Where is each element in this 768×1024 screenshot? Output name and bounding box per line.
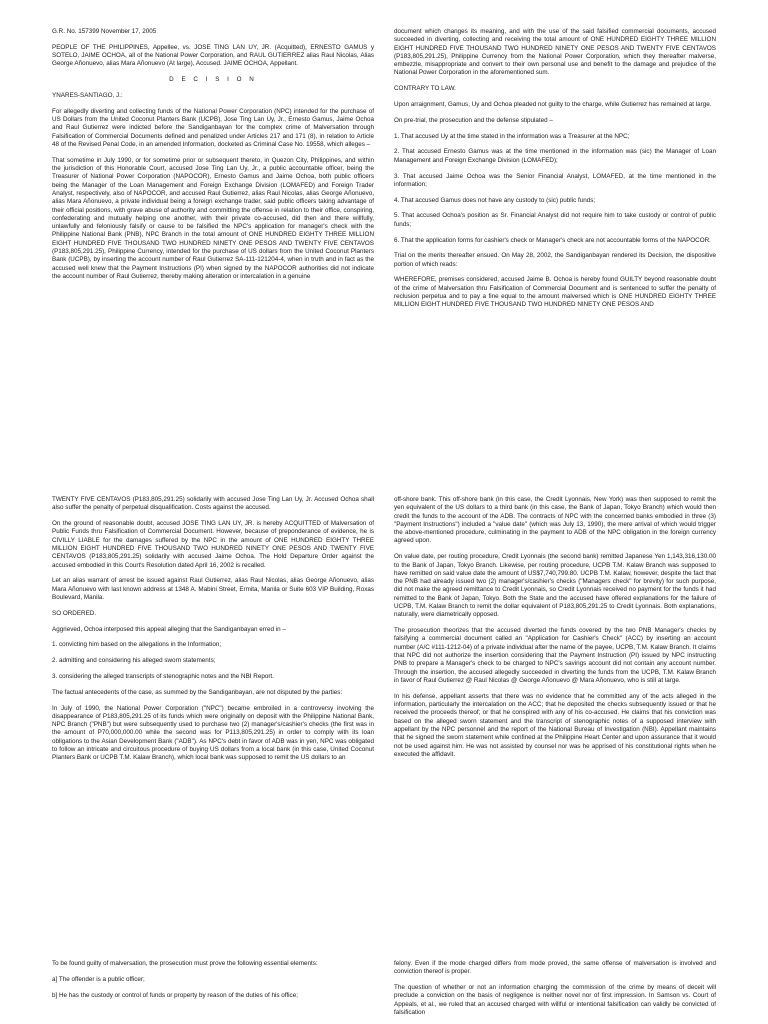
case-parties: PEOPLE OF THE PHILIPPINES, Appellee, vs. JOSE TING LAN UY, JR. (Acquitted), ERNESTO GAMUS y SOTELO, JAIME OCHOA, all of the National Power Corporation, and RAUL GUTIERREZ alias Raul Nicolas, Alias George Añonuevo, alias Mara Añonuevo (At large), Accused. JAIME OCHOA, Appellant.: [52, 43, 374, 68]
paragraph: On the ground of reasonable doubt, accused JOSE TING LAN UY, JR. is hereby ACQUITTED of Malversation of Public Funds thru Falsification of Commercial Document. However, because of preponderance of evidence, he is CIVILLY LIABLE for the damages suffered by the NPC in the amount of ONE HUNDRED EIGHTY THREE MILLION EIGHT HUNDRED FIVE THOUSAND TWO HUNDRED NINETY ONE PESOS AND TWENTY FIVE CENTAVOS (P183,805,291.25) solidarily with accused Jaime Ochoa. The Hold Departure Order against the accused embodied in this Court's Resolution dated April 16, 2002 is recalled.: [52, 520, 374, 569]
paragraph: Upon arraignment, Gamus, Uy and Ochoa pleaded not guilty to the charge, while Gutierrez has remained at large.: [394, 101, 712, 109]
paragraph: To be found guilty of malversation, the prosecution must prove the following essential elements:: [52, 960, 318, 967]
column-left: [52, 960, 374, 1024]
list-item: 1. That accused Uy at the time stated in the information was a Treasurer at the NPC;: [394, 132, 630, 140]
paragraph: document which changes its meaning, and with the use of the said falsified commercial documents, accused succeeded in diverting, collecting and receiving the total amount of ONE HUNDRED EIGHTY THREE MILLION EIGHT HUNDRED FIVE THOUSAND TWO HUNDRED NINETY ONE PESOS AND TWENTY FIVE CENTAVOS (P183,805,291.25), Philippine Currency from the National Power Corporation, which they thereafter malverse, embezzle, misappropriate and convert to their own personal use and benefit to the damage and prejudice of the National Power Corporation in the aforementioned sum.: [394, 28, 716, 77]
list-item: 3. considering the alleged transcripts of stenographic notes and the NBI Report.: [52, 672, 274, 680]
list-item: 6. That the application forms for cashier's check or Manager's check are not accountable forms of the NAPOCOR.: [394, 236, 711, 244]
list-item: 2. That accused Ernesto Gamus was at the time mentioned in the information was (sic) the Manager of Loan Management and Foreign Exchange Division (LOMAFED);: [394, 148, 716, 164]
list-item: 1. convicting him based on the allegations in the Information;: [52, 641, 222, 649]
paragraph: Let an alias warrant of arrest be issued against Raul Gutierrez, alias Raul Nicolas, alias George Añonuevo, alias Mara Añonuevo with last known address at 1348 A. Mabini Street, Ermita, Manila or Suite 603 VIP Building, Roxas Boulevard, Manila.: [52, 577, 374, 601]
paragraph: For allegedly diverting and collecting funds of the National Power Corporation (NPC) intended for the purchase of US Dollars from the United Coconut Planters Bank (UCPB), Jose Ting Lan Uy, Jr., Ernesto Gamus, Jaime Ochoa and Raul Gutierrez were indicted before the Sandiganbayan for the complex crime of Malversation through Falsification of Commercial Documents defined and penalized under Articles 217 and 171 (8), in relation to Article 48 of the Revised Penal Code, in an amended Information, docketed as Criminal Case No. 19558, which alleges –: [52, 107, 374, 148]
paragraph: Aggrieved, Ochoa interposed this appeal alleging that the Sandiganbayan erred in –: [52, 625, 286, 633]
paragraph: SO ORDERED.: [52, 609, 97, 617]
column-right: [394, 960, 716, 1024]
column-right: [394, 28, 716, 400]
paragraph: On value date, per routing procedure, Credit Lyonnais (the second bank) remitted Japanese Yen 1,143,316,130.00 to the Bank of Japan, Tokyo Branch. Likewise, per routing procedure, UCPB T.M. Kalaw Branch was supposed to have remitted on said value date the amount of US$7,740,799.80. UCPB T.M. Kalaw, however, despite the fact that the PNB had already issued two (2) manager's/cashier's checks ("Managers check" for brevity) for such purpose, did not make the agreed remittance to Credit Lyonnais, so Credit Lyonnais received no payment for the funds it had remitted to the Bank of Japan, Tokyo. Both the State and the accused have offered explanations for the failure of UCPB, T.M. Kalaw Branch to remit the dollar equivalent of P183,805,291.25 to Credit Lyonnais. Both explanations, naturally, were diametrically opposed.: [394, 553, 716, 619]
page-section-1: [52, 28, 716, 400]
decision-heading: D E C I S I O N: [169, 76, 257, 84]
paragraph: TWENTY FIVE CENTAVOS (P183,805,291.25) solidarily with accused Jose Ting Lan Uy, Jr. Accused Ochoa shall also suffer the penalty of perpetual disqualification. Costs against the accused.: [52, 496, 374, 512]
paragraph: In his defense, appellant asserts that there was no evidence that he committed any of the acts alleged in the information, particularly the intercalation on the ACC; that he deposited the checks subsequently issued or that he received the proceeds thereof; or that he conspired with any of his co-accused. He claims that his conviction was based on the alleged sworn statement and the transcript of stenographic notes of a supposed interview with appellant by the NPC personnel and the report of the National Bureau of Investigation (NBI). Appellant maintains that he signed the sworn statement while confined at the Philippine Heart Center and upon assurance that it would not be used against him. He was not assisted by counsel nor was he apprised of his constitutional rights when he executed the affidavit.: [394, 692, 716, 758]
paragraph: off-shore bank. This off-shore bank (in this case, the Credit Lyonnais, New York) was then supposed to remit the yen equivalent of the US dollars to a third bank (in this case, the Bank of Japan, Tokyo Branch) which would then credit the funds to the account of the ADB. The contracts of NPC with the concerned banks embodied in three (3) "Payment Instructions") included a "value date" (which was July 13, 1990), the mere arrival of which would trigger the above-mentioned procedure, culminating in the payment to ADB of the NPC obligation in the foreign currency agreed upon.: [394, 496, 716, 545]
list-item: 4. That accused Gamus does not have any custody to (sic) public funds;: [394, 196, 596, 204]
list-item: a] The offender is a public officer;: [52, 975, 145, 983]
paragraph: The question of whether or not an information charging the commission of the crime by means of deceit will preclude a conviction on the basis of negligence is neither novel nor of first impression. In Samson vs. Court of Appeals, et al., we ruled that an accused charged with willful or intentional falsification can validly be convicted of falsification: [394, 984, 716, 1016]
list-item: 5. That accused Ochoa's position as Sr. Financial Analyst did not require him to take custody or control of public funds;: [394, 212, 716, 228]
column-left: [52, 496, 374, 856]
paragraph: Trial on the merits thereafter ensued. On May 28, 2002, the Sandiganbayan rendered its Decision, the dispositive portion of which reads:: [394, 252, 716, 268]
case-number: G.R. No. 157399 November 17, 2005: [52, 28, 157, 35]
paragraph: WHEREFORE, premises considered, accused Jaime B. Ochoa is hereby found GUILTY beyond reasonable doubt of the crime of Malversation thru Falsification of Commercial Document and is sentenced to suffer the penalty of reclusion perpetua and to pay a fine equal to the amount malversed which is ONE HUNDRED EIGHTY THREE MILLION EIGHT HUNDRED FIVE THOUSAND TWO HUNDRED NINETY ONE PESOS AND: [394, 276, 716, 309]
list-item: b] He has the custody or control of funds or property by reason of the duties of his office;: [52, 991, 298, 999]
paragraph: In July of 1990, the National Power Corporation ("NPC") became embroiled in a controversy involving the disappearance of P183,805,291.25 of its funds which were originally on deposit with the Philippine National Bank, NPC Branch ("PNB") but were subsequently used to purchase two (2) manager's/cashier's checks (the first was in the amount of P70,000,000.00 while the second was for P113,805,291.25) in order to comply with its loan obligations to the Asian Development Bank ("ADB"). As NPC's debt in favor of ADB was in yen, NPC was obligated to follow an intricate and circuitous procedure of buying US dollars from a local bank (in this case, United Coconut Planters Bank or UCPB T.M. Kalaw Branch), which local bank was supposed to remit the US dollars to an: [52, 704, 374, 762]
paragraph: CONTRARY TO LAW.: [394, 85, 456, 93]
paragraph: The prosecution theorizes that the accused diverted the funds covered by the two PNB Manager's checks by falsifying a commercial document called an "Application for Cashier's Check" (ACC) by inserting an account number (A/C #111-1212-04) of a private individual after the name of the payee, UCPB, T.M. Kalaw Branch. It claims that NPC did not authorize the insertion considering that the Payment Instruction (PI) issued by NPC instructing PNB to prepare a Manager's check to be charged to NPC's savings account did not contain any account number. Through the insertion, the accused allegedly succeeded in diverting the funds from the UCPB, T.M. Kalaw Branch in favor of Raul Gutierrez @ Raul Nicolas @ George Añonuevo @ Mara Añonuevo, who is still at large.: [394, 627, 716, 684]
column-left: [52, 28, 374, 400]
list-item: 2. admitting and considering his alleged sworn statements;: [52, 657, 216, 665]
paragraph: The factual antecedents of the case, as summed by the Sandiganbayan, are not disputed by the parties:: [52, 688, 343, 696]
ponente: YNARES-SANTIAGO, J.:: [52, 91, 123, 99]
paragraph: On pre-trial, the prosecution and the defense stipulated –: [394, 116, 553, 124]
page-section-2: [52, 496, 716, 856]
paragraph: That sometime in July 1990, or for sometime prior or subsequent thereto, in Quezon City, Philippines, and within the jurisdiction of this Honorable Court, accused Jose Ting Lan Uy, Jr., a public accountable officer, being the Treasurer of National Power Corporation (NAPOCOR), Ernesto Gamus and Jaime Ochoa, both public officers being the Manager of the Loan Management and Foreign Exchange Division (LOMAFED) and Foreign Trader Analyst, respectively, also of NAPOCOR, and accused Raul Gutierrez, alias Raul Nicolas, alias George Añonuevo, alias Mara Añonuevo, a private individual being a foreign exchange trader, said public officers taking advantage of their official positions, with grave abuse of authority and committing the offense in relation to their office, conspiring, confederating and mutually helping one another, with their private co-accused, did then and there willfully, unlawfully and feloniously falsify or cause to be falsified the NPC's application for manager's check with the Philippine National Bank (PNB), NPC Branch in the total amount of ONE HUNDRED EIGHTY THREE MILLION EIGHT HUNDRED FIVE THOUSAND TWO HUNDRED NINETY ONE PESOS AND TWENTY FIVE CENTAVOS (P183,805,291.25), Philippine Currency, intended for the purchase of US dollars from the United Coconut Planters Bank (UCPB), by inserting the account number of Raul Gutierrez SA-111-121204-4, when in truth and in fact as the accused well knew that the Payment Instructions (PI) when signed by the NAPOCOR authorities did not indicate the account number of Raul Gutierrez, thereby making alteration or intercalation in a genuine: [52, 156, 374, 280]
list-item: 3. That accused Jaime Ochoa was the Senior Financial Analyst, LOMAFED, at the time mentioned in the information;: [394, 172, 716, 188]
paragraph: felony. Even if the mode charged differs from mode proved, the same offense of malversation is involved and conviction thereof is proper.: [394, 960, 716, 976]
column-right: [394, 496, 716, 856]
page-section-3: [52, 960, 716, 1024]
